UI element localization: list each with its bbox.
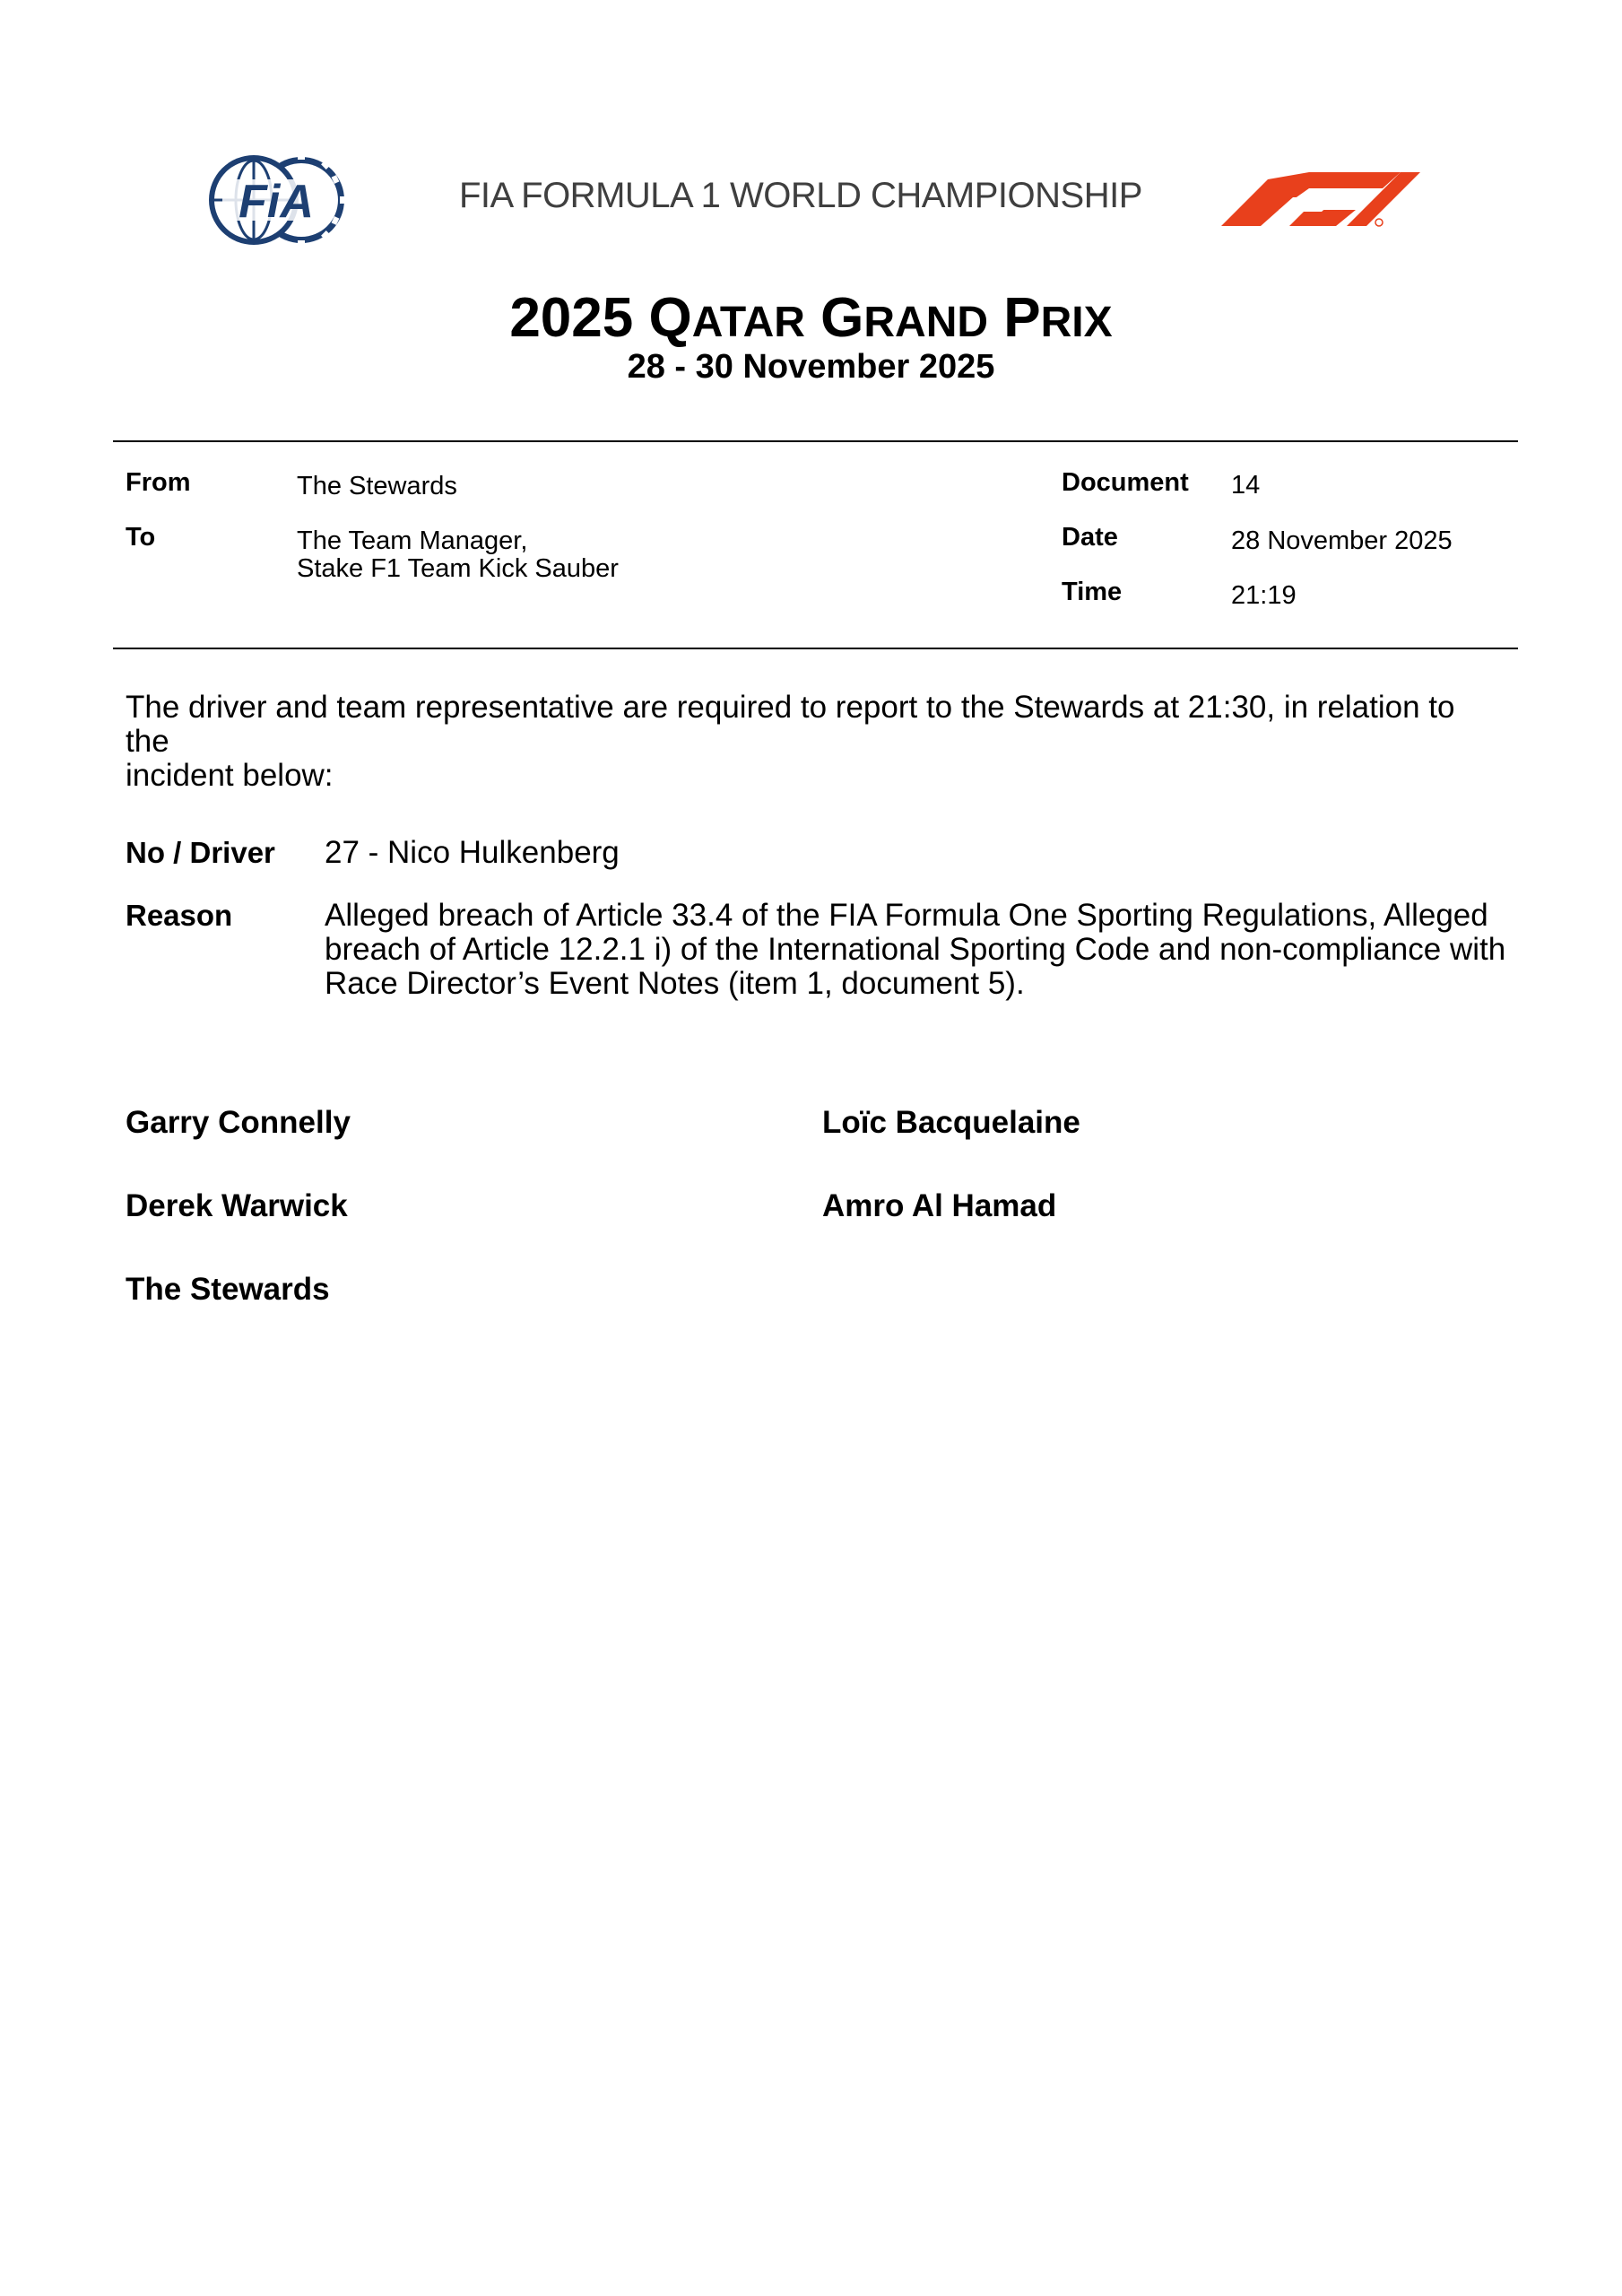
from-value: The Stewards [297, 472, 457, 500]
championship-title: FIA FORMULA 1 WORLD CHAMPIONSHIP [459, 176, 1142, 215]
time-label: Time [1062, 578, 1123, 606]
divider-bottom [113, 648, 1518, 649]
date-value: 28 November 2025 [1231, 526, 1453, 555]
event-title: 2025 QATAR GRAND PRIX [509, 287, 1113, 349]
summons-line1: The driver and team representative are required to report to the Stewards at 21:30, in relation to the [126, 690, 1455, 759]
summons-text [126, 691, 1506, 793]
summons-line2: incident below: [126, 758, 334, 793]
steward-name: Amro Al Hamad [822, 1188, 1057, 1223]
title-year: 2025 [509, 287, 634, 349]
document-label: Document [1062, 468, 1189, 497]
document-value: 14 [1231, 471, 1261, 500]
to-label: To [126, 523, 156, 552]
reason-line3: Race Director’s Event Notes (item 1, document 5). [325, 966, 1025, 1001]
driver-value: 27 - Nico Hulkenberg [325, 835, 620, 870]
reason-label: Reason [126, 899, 233, 932]
driver-label: No / Driver [126, 836, 275, 869]
reason-line2: breach of Article 12.2.1 i) of the International Sporting Code and non-compliance with [325, 932, 1506, 967]
steward-name: Derek Warwick [126, 1188, 348, 1223]
event-dates: 28 - 30 November 2025 [627, 348, 995, 386]
date-label: Date [1062, 523, 1118, 552]
reason-line1: Alleged breach of Article 33.4 of the FIA Formula One Sporting Regulations, Alleged [325, 898, 1488, 933]
to-value-line2: Stake F1 Team Kick Sauber [297, 554, 619, 583]
to-value-line1: The Team Manager, [297, 526, 528, 555]
f1-logo [1221, 172, 1420, 228]
time-value: 21:19 [1231, 581, 1297, 610]
stewards-signature: The Stewards [126, 1272, 330, 1307]
steward-name: Garry Connelly [126, 1105, 351, 1140]
fia-logo [204, 152, 346, 248]
divider-top [113, 440, 1518, 442]
reason-value [325, 899, 1508, 1001]
from-label: From [126, 468, 191, 497]
fia-logo-text: FiA [239, 176, 314, 228]
steward-name: Loïc Bacquelaine [822, 1105, 1080, 1140]
